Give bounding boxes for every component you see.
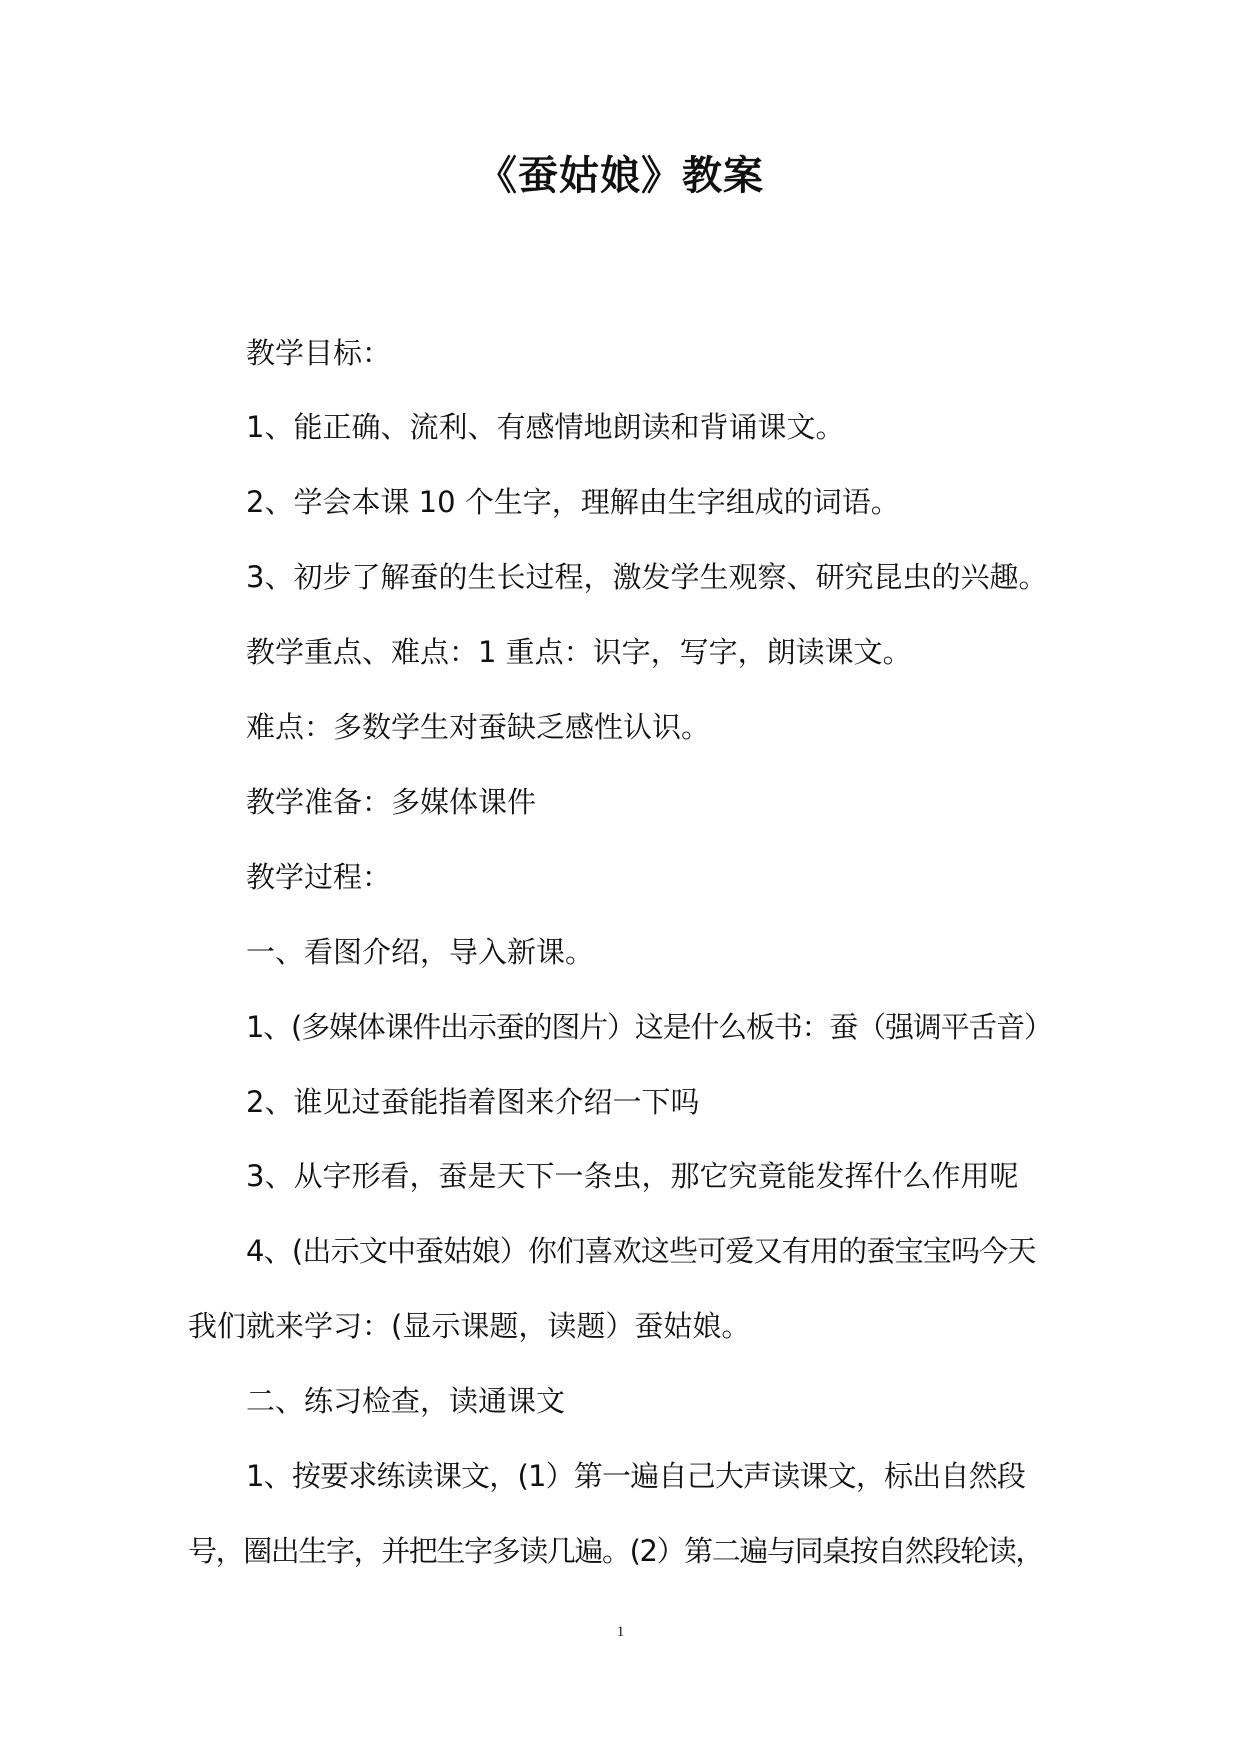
body-line: 2、学会本课 10 个生字，理解由生字组成的词语。 — [246, 485, 900, 519]
body-line: 教学重点、难点：1 重点：识字，写字，朗读课文。 — [246, 635, 912, 669]
body-line: 一、看图介绍，导入新课。 — [246, 935, 595, 969]
body-line: 4、(出示文中蚕姑娘）你们喜欢这些可爱又有用的蚕宝宝吗今天 — [246, 1234, 1036, 1268]
body-line: 2、谁见过蚕能指着图来介绍一下吗 — [246, 1085, 700, 1119]
body-line: 教学目标： — [246, 336, 392, 370]
body-line: 1、能正确、流利、有感情地朗读和背诵课文。 — [246, 410, 845, 444]
body-line: 号，圈出生字，并把生字多读几遍。(2）第二遍与同桌按自然段轮读， — [188, 1534, 1043, 1568]
body-line: 3、初步了解蚕的生长过程，激发学生观察、研究昆虫的兴趣。 — [246, 560, 1048, 594]
body-line: 教学过程： — [246, 860, 392, 894]
page-number: 1 — [616, 1624, 625, 1640]
document-title: 《蚕姑娘》教案 — [477, 153, 764, 199]
body-line: 难点：多数学生对蚕缺乏感性认识。 — [246, 710, 711, 744]
body-line: 1、(多媒体课件出示蚕的图片）这是什么板书：蚕（强调平舌音） — [246, 1010, 1052, 1044]
body-line: 教学准备：多媒体课件 — [246, 785, 537, 819]
body-line: 1、按要求练读课文，(1）第一遍自己大声读课文，标出自然段 — [246, 1459, 1026, 1493]
body-line: 3、从字形看，蚕是天下一条虫，那它究竟能发挥什么作用呢 — [246, 1159, 1019, 1193]
body-line: 二、练习检查，读通课文 — [246, 1384, 566, 1418]
body-line: 我们就来学习：(显示课题，读题）蚕姑娘。 — [188, 1309, 751, 1343]
